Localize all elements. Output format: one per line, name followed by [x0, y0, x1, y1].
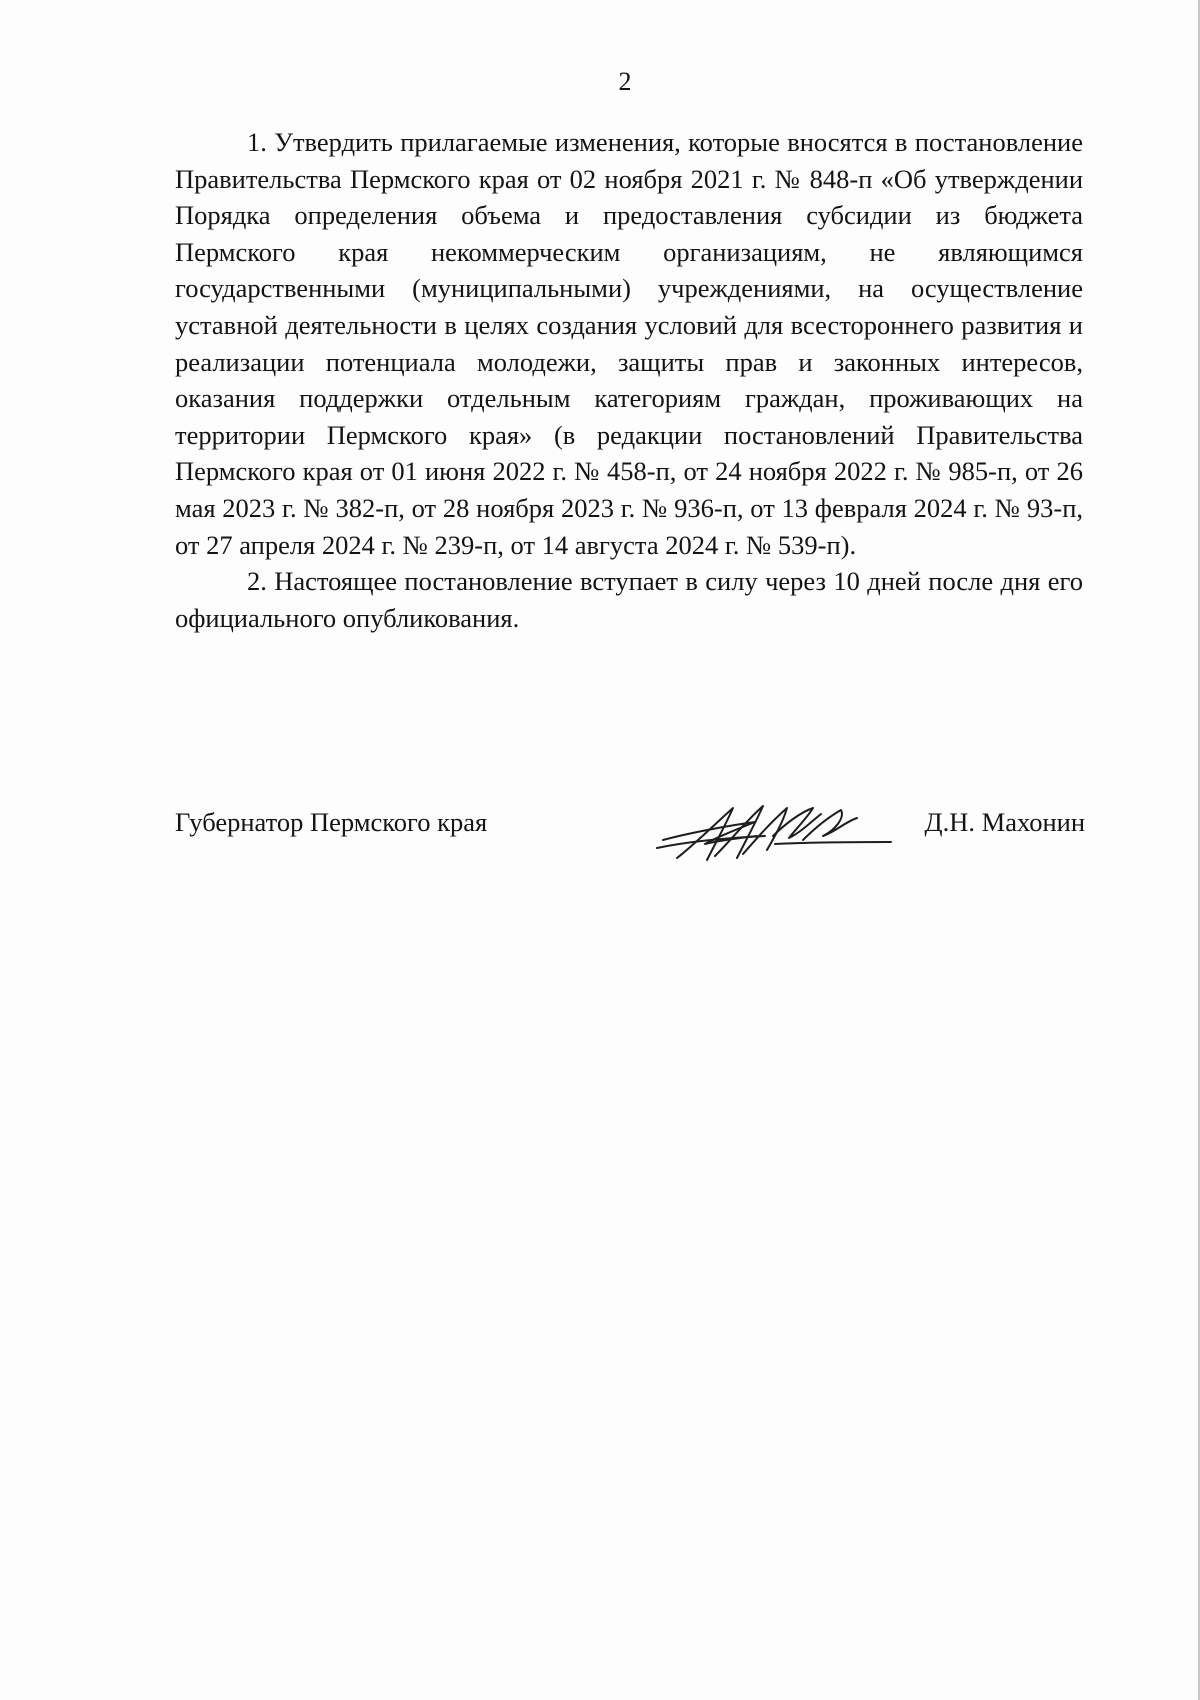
- signer-name: Д.Н. Махонин: [924, 807, 1085, 837]
- signature-block: [175, 804, 1085, 864]
- paragraph-1: 1. Утвердить прилагаемые изменения, которые вносятся в постановление Правительства Пермского края от 02 ноября 2021 г. № 848-п «Об утверждении Порядка определения объема и предоставления субсидии из бюджета Пермского края некоммерческим организациям, не являющимся государственными (муниципальными) учреждениями, на осуществление уставной деятельности в целях создания условий для всестороннего развития и реализации потенциала молодежи, защиты прав и законных интересов, оказания поддержки отдельным категориям граждан, проживающих на территории Пермского края» (в редакции постановлений Правительства Пермского края от 01 июня 2022 г. № 458-п, от 24 ноября 2022 г. № 985-п, от 26 мая 2023 г. № 382-п, от 28 ноября 2023 г. № 936-п, от 13 февраля 2024 г. № 93-п, от 27 апреля 2024 г. № 239-п, от 14 августа 2024 г. № 539-п).: [175, 127, 1083, 560]
- paragraph-2: 2. Настоящее постановление вступает в силу через 10 дней после дня его официального опубликования.: [175, 566, 1083, 633]
- document-body: [175, 124, 1083, 636]
- handwritten-signature: [645, 778, 895, 878]
- page-number: 2: [618, 67, 632, 96]
- signer-position: Губернатор Пермского края: [175, 807, 488, 837]
